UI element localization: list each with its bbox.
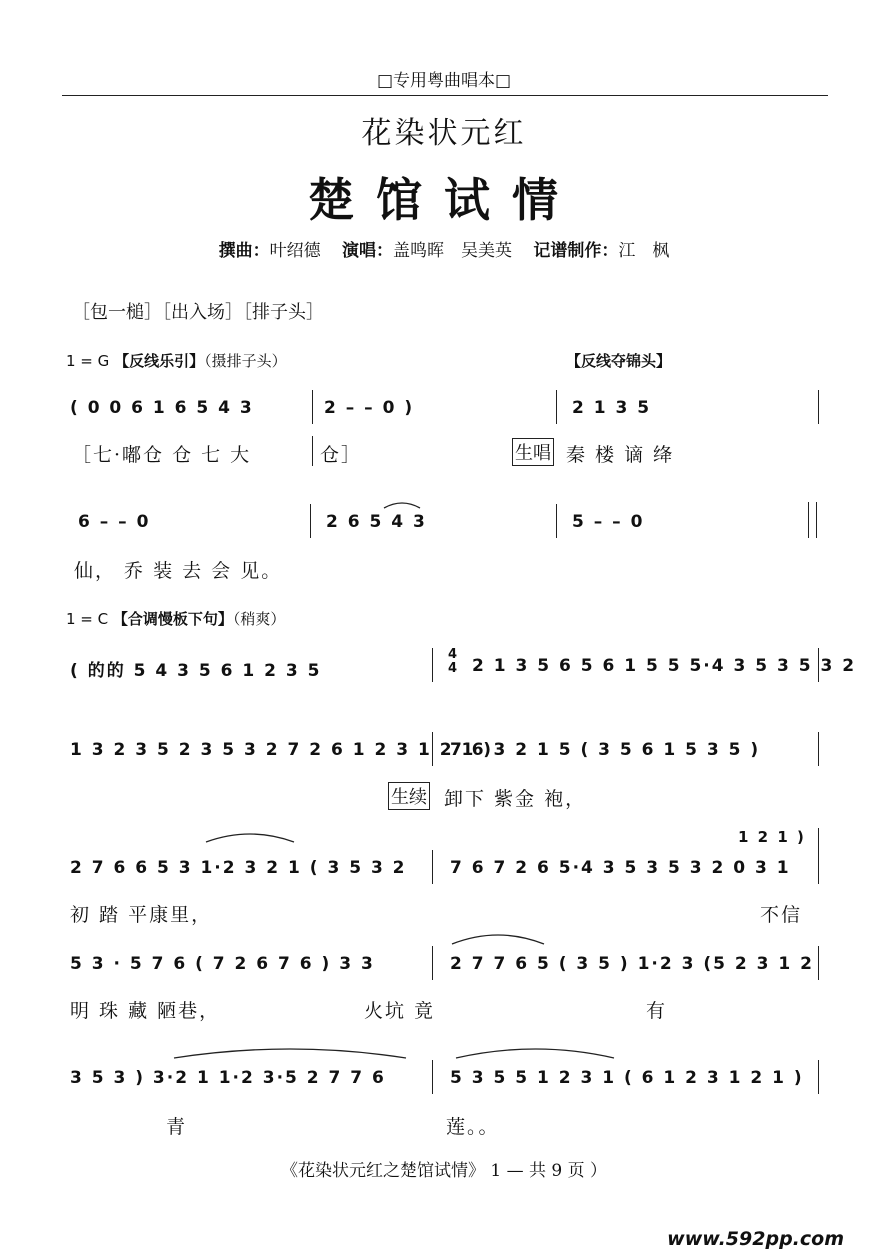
final-barline xyxy=(808,502,809,538)
notation-label: 记谱制作： xyxy=(533,241,619,261)
s2-row1-b: 2 1 3 5 6 5 6 1 5 5 5·4 3 5 3 5 3 2 xyxy=(472,656,857,676)
slur-arc xyxy=(452,935,544,944)
s2-row2-a: 1 3 2 3 5 2 3 5 3 2 7 2 6 1 2 3 1 2 1 ) xyxy=(70,740,493,760)
barline xyxy=(818,648,819,682)
time-signature: 4 4 xyxy=(448,647,458,676)
s2-row3-small-notes: 1 2 1 ) xyxy=(738,828,806,846)
credits-line xyxy=(0,236,888,261)
header-rule xyxy=(62,95,828,96)
s2-row4-lyric-a: 明 珠 藏 陋巷， xyxy=(70,1000,221,1022)
s1-row2-notes-c: 5 – – 0 xyxy=(572,512,645,532)
s2-row5-lyric-b: 莲。。 xyxy=(446,1116,500,1138)
s1-row1-notes-c: 2 1 3 5 xyxy=(572,398,652,418)
s2-row1-a: ( 的的 5 4 3 5 6 1 2 3 5 xyxy=(70,661,322,681)
s1-row2-notes-b: 2 6 5 4 3 xyxy=(326,512,427,532)
s2-row5-lyric-a: 青 xyxy=(166,1116,188,1138)
s2-row4-lyric-b: 火坑 竟 xyxy=(364,1000,436,1022)
slur-arc xyxy=(384,503,420,508)
notation-by: 江 枫 xyxy=(618,241,670,261)
section1-tune-b: 【反线夺锦头】 xyxy=(566,352,672,370)
section1-key: 1 = G xyxy=(66,352,110,370)
s2-row4-lyric-c: 有 xyxy=(646,1000,668,1022)
section2-key: 1 = C xyxy=(66,610,109,628)
barline xyxy=(432,1060,433,1094)
barline xyxy=(818,732,819,766)
barline xyxy=(818,1060,819,1094)
barline xyxy=(556,390,557,424)
s2-row3-lyric-a: 初 踏 平康里， xyxy=(70,904,213,926)
barline xyxy=(818,390,819,424)
barline xyxy=(432,946,433,980)
s1-row2-lyric: 仙， 乔 装 去 会 见。 xyxy=(74,560,283,582)
s2-row5-b: 5 3 5 5 1 2 3 1 ( 6 1 2 3 1 2 1 ) xyxy=(450,1068,804,1088)
s2-row4-a: 5 3 · 5 7 6 ( 7 2 6 7 6 ) 3 3 xyxy=(70,954,375,974)
intro-percussion: ［包一槌］［出入场］［排子头］ xyxy=(72,302,324,323)
slur-arc xyxy=(456,1049,614,1058)
barline xyxy=(310,504,311,538)
section1-key-line xyxy=(66,350,287,371)
section1-tune-a: 【反线乐引】 xyxy=(114,352,205,370)
s2-row3-lyric-b: 不信 xyxy=(760,904,803,926)
barline xyxy=(432,732,433,766)
final-barline xyxy=(816,502,817,538)
page-footer: 《花染状元红之楚馆试情》 1 — 共 9 页 ） xyxy=(280,1161,608,1181)
barline xyxy=(432,648,433,682)
s1-row1-lyric-a: ［七·嘟仓 仓 七 大 xyxy=(72,444,252,466)
barline xyxy=(432,850,433,884)
s2-row3-b: 7 6 7 2 6 5·4 3 5 3 5 3 2 0 3 1 xyxy=(450,858,791,878)
s2-row4-b: 2 7 7 6 5 ( 3 5 ) 1·2 3 (5 2 3 1 2 xyxy=(450,954,814,974)
s1-row1-lyric-b: 仓］ xyxy=(320,444,363,466)
barline xyxy=(818,946,819,980)
barline xyxy=(818,828,819,884)
singers: 盖鸣晖 吴美英 xyxy=(393,241,512,261)
s1-row1-lyric-c: 秦 楼 谪 绛 xyxy=(566,444,675,466)
opera-title: 花染状元红 xyxy=(361,116,527,151)
role-marker: 生续 xyxy=(388,782,430,810)
section2-key-line xyxy=(66,608,285,629)
s2-row3-a: 2 7 6 6 5 3 1·2 3 2 1 ( 3 5 3 2 xyxy=(70,858,407,878)
s2-row2-lyric: 卸下 紫金 袍， xyxy=(444,788,587,810)
composer-label: 撰曲： xyxy=(218,241,270,261)
section1-tune-a-note: （摄排子头） xyxy=(204,352,287,370)
header-label: □专用粤曲唱本□ xyxy=(376,71,512,91)
role-marker: 生唱 xyxy=(512,438,554,466)
singer-label: 演唱： xyxy=(342,241,393,261)
section2-tune-note: （稍爽） xyxy=(232,610,286,628)
slur-arc xyxy=(174,1049,406,1058)
s1-row2-notes-a: 6 – – 0 xyxy=(78,512,151,532)
watermark: www.592pp.com xyxy=(667,1228,844,1250)
s2-row2-b: 7 6 3 2 1 5 ( 3 5 6 1 5 3 5 ) xyxy=(450,740,761,760)
slur-arc xyxy=(206,834,294,842)
s2-row5-a: 3 5 3 ) 3·2 1 1·2 3·5 2 7 7 6 xyxy=(70,1068,386,1088)
s1-row1-notes-a: ( 0 0 6 1 6 5 4 3 xyxy=(70,398,254,418)
barline xyxy=(312,436,313,466)
barline xyxy=(312,390,313,424)
song-title: 楚馆试情 xyxy=(308,173,580,227)
section2-tune: 【合调慢板下句】 xyxy=(112,610,233,628)
composer: 叶绍德 xyxy=(269,241,321,261)
barline xyxy=(556,504,557,538)
s1-row1-notes-b: 2 – – 0 ) xyxy=(324,398,415,418)
